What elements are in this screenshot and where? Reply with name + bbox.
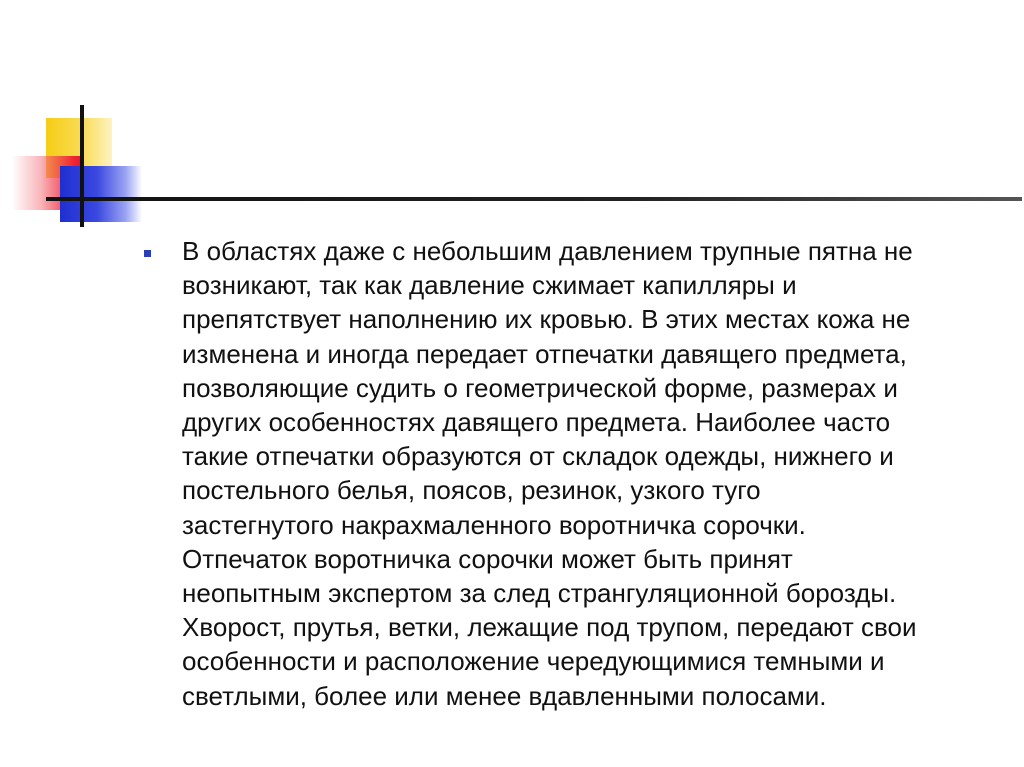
bullet-item xyxy=(140,234,1000,713)
decorative-blue-square xyxy=(60,166,142,222)
decorative-vertical-line xyxy=(80,105,84,227)
title-divider-line xyxy=(46,197,1022,201)
bullet-square-icon xyxy=(144,250,151,257)
bullet-text: В областях даже с небольшим давлением трупные пятна не возникают, так как давление сжимает капилляры и препятствует наполнению их кровью. В этих местах кожа не изменена и иногда передает отпечатки давящего предмета, позволяющие судить о геометрической форме, размерах и других особенностях давящего предмета. Наиболее часто такие отпечатки образуются от складок одежды, нижнего и постельного белья, поясов, резинок, узкого туго застегнутого накрахмаленного воротничка сорочки. Отпечаток воротничка сорочки может быть принят неопытным экспертом за след странгуляционной борозды. Хворост, прутья, ветки, лежащие под трупом, передают свои особенности и расположение чередующимися темными и светлыми, более или менее вдавленными полосами. xyxy=(182,236,917,711)
slide-body xyxy=(140,234,1000,713)
